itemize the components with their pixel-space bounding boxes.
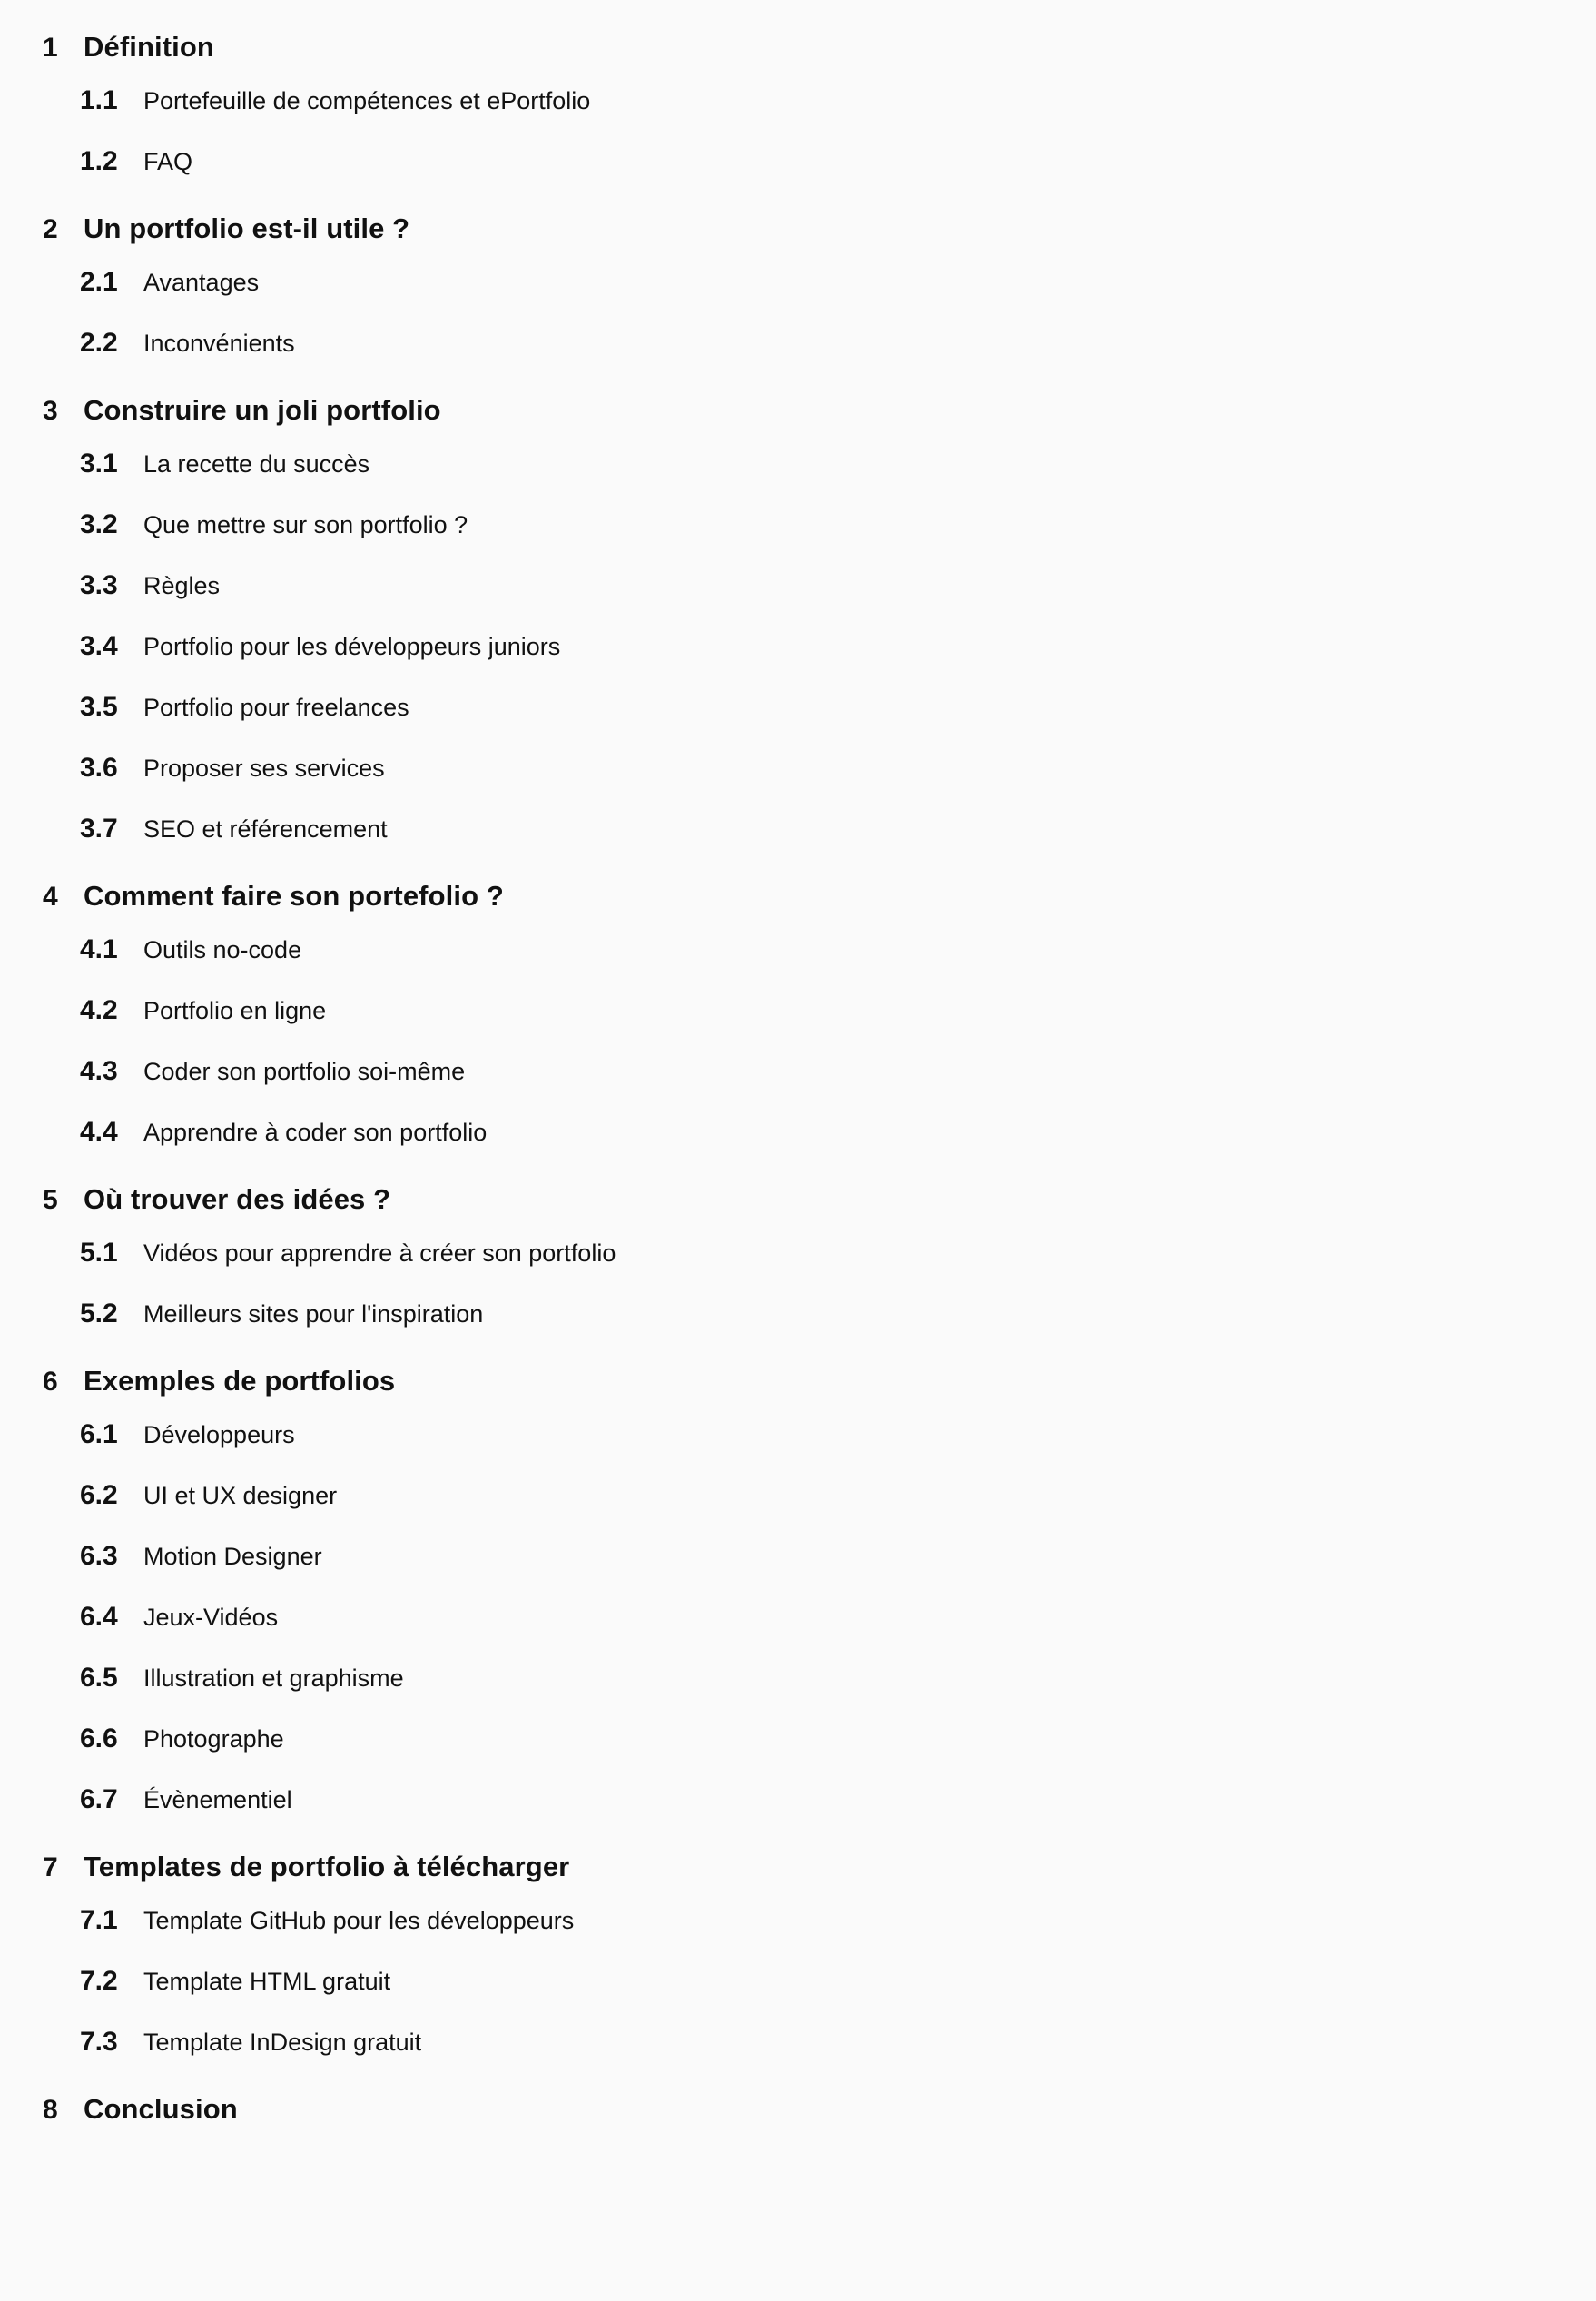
toc-subsection-number: 4.2: [80, 995, 118, 1025]
toc-subsection-list: [43, 1403, 1596, 1845]
toc-subsection-number: 4.4: [80, 1117, 118, 1147]
toc-section: [43, 1845, 1596, 2088]
toc-subsection-link[interactable]: [80, 446, 1596, 507]
toc-subsection-title: Évènementiel: [143, 1786, 292, 1813]
toc-subsection-link[interactable]: [80, 932, 1596, 992]
toc-subsection-link[interactable]: [80, 1963, 1596, 2024]
toc-subsection-number: 6.5: [80, 1663, 118, 1693]
toc-subsection-number: 6.7: [80, 1784, 118, 1814]
toc-subsection-item: [80, 689, 1596, 750]
toc-subsection-title: La recette du succès: [143, 450, 370, 478]
toc-subsection-link[interactable]: [80, 1599, 1596, 1660]
toc-subsection-title: Outils no-code: [143, 936, 302, 963]
toc-subsection-number: 1.2: [80, 146, 118, 176]
toc-subsection-link[interactable]: [80, 1477, 1596, 1538]
toc-section: [43, 874, 1596, 1178]
toc-spacer: [80, 1403, 1596, 1417]
toc-subsection-item: [80, 1114, 1596, 1175]
toc-section: [43, 2088, 1596, 2131]
toc-subsection-link[interactable]: [80, 1902, 1596, 1963]
toc-section-number: 8: [43, 2095, 58, 2125]
toc-subsection-item: [80, 1782, 1596, 1842]
toc-section-number: 2: [43, 214, 58, 244]
toc-subsection-link[interactable]: [80, 992, 1596, 1053]
toc-subsection-item: [80, 1538, 1596, 1599]
toc-subsection-link[interactable]: [80, 568, 1596, 628]
toc-subsection-number: 6.1: [80, 1419, 118, 1449]
toc-subsection-title: Coder son portfolio soi-même: [143, 1058, 466, 1085]
toc-subsection-number: 2.1: [80, 267, 118, 297]
toc-section-link[interactable]: [43, 2088, 1596, 2131]
toc-subsection-list: [43, 1889, 1596, 2088]
toc-subsection-item: [80, 750, 1596, 811]
toc-section-title: Où trouver des idées ?: [84, 1183, 391, 1215]
toc-subsection-number: 7.2: [80, 1966, 118, 1996]
toc-subsection-item: [80, 143, 1596, 204]
toc-subsection-title: Proposer ses services: [143, 755, 385, 782]
toc-section-link[interactable]: [43, 874, 1596, 918]
toc-subsection-title: Avantages: [143, 269, 260, 296]
toc-subsection-number: 1.1: [80, 85, 118, 115]
toc-subsection-title: Portfolio en ligne: [143, 997, 327, 1024]
toc-section-number: 5: [43, 1185, 58, 1215]
toc-subsection-title: FAQ: [143, 148, 193, 175]
toc-subsection-number: 7.1: [80, 1905, 118, 1935]
toc-subsection-item: [80, 811, 1596, 872]
toc-subsection-number: 6.2: [80, 1480, 118, 1510]
toc-subsection-number: 3.4: [80, 631, 118, 661]
toc-subsection-item: [80, 1477, 1596, 1538]
toc-section-title: Un portfolio est-il utile ?: [84, 212, 410, 244]
toc-spacer: [80, 432, 1596, 446]
toc-section-number: 7: [43, 1852, 58, 1882]
toc-subsection-item: [80, 1599, 1596, 1660]
toc-subsection-item: [80, 568, 1596, 628]
toc-subsection-item: [80, 1053, 1596, 1114]
toc-subsection-item: [80, 507, 1596, 568]
toc-subsection-list: [43, 251, 1596, 389]
toc-subsection-link[interactable]: [80, 83, 1596, 143]
toc-section-title: Exemples de portfolios: [84, 1365, 396, 1397]
toc-section-number: 1: [43, 33, 58, 63]
toc-subsection-number: 4.1: [80, 934, 118, 964]
toc-subsection-title: Développeurs: [143, 1421, 295, 1448]
toc-subsection-number: 6.4: [80, 1602, 118, 1632]
toc-subsection-title: Portfolio pour les développeurs juniors: [143, 633, 561, 660]
toc-subsection-number: 4.3: [80, 1056, 118, 1086]
toc-subsection-number: 5.1: [80, 1238, 118, 1268]
toc-spacer: [80, 69, 1596, 83]
toc-spacer: [80, 918, 1596, 932]
toc-subsection-link[interactable]: [80, 1721, 1596, 1782]
toc-subsection-link[interactable]: [80, 143, 1596, 204]
toc-subsection-item: [80, 1902, 1596, 1963]
toc-section-number: 3: [43, 396, 58, 426]
toc-subsection-number: 2.2: [80, 328, 118, 358]
toc-section-title: Templates de portfolio à télécharger: [84, 1851, 570, 1882]
toc-subsection-link[interactable]: [80, 1538, 1596, 1599]
toc-subsection-item: [80, 325, 1596, 386]
toc-subsection-number: 6.6: [80, 1723, 118, 1753]
toc-subsection-title: Inconvénients: [143, 330, 295, 357]
toc-subsection-title: Jeux-Vidéos: [143, 1604, 279, 1631]
toc-subsection-link[interactable]: [80, 689, 1596, 750]
toc-subsection-item: [80, 628, 1596, 689]
toc-subsection-number: 7.3: [80, 2027, 118, 2057]
toc-section: [43, 389, 1596, 874]
toc-spacer: [80, 251, 1596, 264]
toc-subsection-link[interactable]: [80, 264, 1596, 325]
toc-subsection-item: [80, 446, 1596, 507]
toc-subsection-link[interactable]: [80, 1053, 1596, 1114]
toc-subsection-link[interactable]: [80, 507, 1596, 568]
toc-subsection-number: 6.3: [80, 1541, 118, 1571]
toc-subsection-number: 3.6: [80, 753, 118, 783]
toc-subsection-item: [80, 264, 1596, 325]
toc-spacer: [80, 1889, 1596, 1902]
toc-subsection-link[interactable]: [80, 628, 1596, 689]
toc-section: [43, 25, 1596, 207]
toc-subsection-link[interactable]: [80, 1782, 1596, 1842]
toc-subsection-item: [80, 1235, 1596, 1296]
toc-spacer: [80, 1221, 1596, 1235]
toc-subsection-title: Vidéos pour apprendre à créer son portfolio: [143, 1239, 616, 1267]
toc-subsection-title: Portefeuille de compétences et ePortfolio: [143, 87, 591, 114]
toc-subsection-item: [80, 932, 1596, 992]
toc-subsection-title: UI et UX designer: [143, 1482, 338, 1509]
toc-subsection-title: Template InDesign gratuit: [143, 2029, 422, 2056]
toc-subsection-title: Template GitHub pour les développeurs: [143, 1907, 575, 1934]
toc-section-number: 6: [43, 1367, 58, 1397]
toc-subsection-title: Template HTML gratuit: [143, 1968, 391, 1995]
toc-section-link[interactable]: [43, 25, 1596, 69]
toc-subsection-item: [80, 1296, 1596, 1357]
toc-subsection-title: Motion Designer: [143, 1543, 322, 1570]
toc-subsection-title: Règles: [143, 572, 221, 599]
toc-subsection-list: [43, 69, 1596, 207]
toc-section-title: Comment faire son portefolio ?: [84, 880, 504, 912]
toc-section-link[interactable]: [43, 207, 1596, 251]
toc-subsection-title: Illustration et graphisme: [143, 1664, 404, 1692]
toc-section-number: 4: [43, 882, 58, 912]
toc-subsection-link[interactable]: [80, 1114, 1596, 1175]
toc-subsection-item: [80, 2024, 1596, 2085]
toc-subsection-title: Meilleurs sites pour l'inspiration: [143, 1300, 484, 1328]
toc-section-title: Définition: [84, 31, 214, 63]
toc-section: [43, 1178, 1596, 1359]
toc-subsection-item: [80, 992, 1596, 1053]
toc-subsection-link[interactable]: [80, 325, 1596, 386]
toc-subsection-list: [43, 918, 1596, 1178]
toc-subsection-link[interactable]: [80, 750, 1596, 811]
toc-subsection-link[interactable]: [80, 1235, 1596, 1296]
toc-section: [43, 1359, 1596, 1845]
toc-subsection-link[interactable]: [80, 1417, 1596, 1477]
toc-subsection-item: [80, 1417, 1596, 1477]
toc-section-link[interactable]: [43, 1359, 1596, 1403]
toc-subsection-item: [80, 1660, 1596, 1721]
toc-subsection-item: [80, 83, 1596, 143]
toc-subsection-number: 3.1: [80, 449, 118, 479]
toc-subsection-number: 3.2: [80, 509, 118, 539]
toc-subsection-link[interactable]: [80, 1660, 1596, 1721]
toc-subsection-item: [80, 1721, 1596, 1782]
toc-subsection-title: Que mettre sur son portfolio ?: [143, 511, 468, 538]
toc-subsection-link[interactable]: [80, 811, 1596, 872]
toc-subsection-item: [80, 1963, 1596, 2024]
toc-subsection-list: [43, 1221, 1596, 1359]
toc-list: [43, 25, 1596, 2131]
toc-subsection-link[interactable]: [80, 1296, 1596, 1357]
toc-section: [43, 207, 1596, 389]
toc-subsection-title: SEO et référencement: [143, 815, 388, 843]
toc-subsection-title: Photographe: [143, 1725, 284, 1753]
toc-subsection-link[interactable]: [80, 2024, 1596, 2085]
toc-subsection-number: 3.5: [80, 692, 118, 722]
toc-subsection-list: [43, 432, 1596, 874]
toc-section-title: Conclusion: [84, 2093, 238, 2125]
toc-subsection-number: 3.3: [80, 570, 118, 600]
toc-subsection-title: Portfolio pour freelances: [143, 694, 409, 721]
toc-subsection-number: 3.7: [80, 814, 118, 844]
toc-subsection-title: Apprendre à coder son portfolio: [143, 1119, 488, 1146]
toc-section-title: Construire un joli portfolio: [84, 394, 441, 426]
toc-section-link[interactable]: [43, 1178, 1596, 1221]
toc-section-link[interactable]: [43, 389, 1596, 432]
toc-section-link[interactable]: [43, 1845, 1596, 1889]
toc-subsection-number: 5.2: [80, 1299, 118, 1328]
